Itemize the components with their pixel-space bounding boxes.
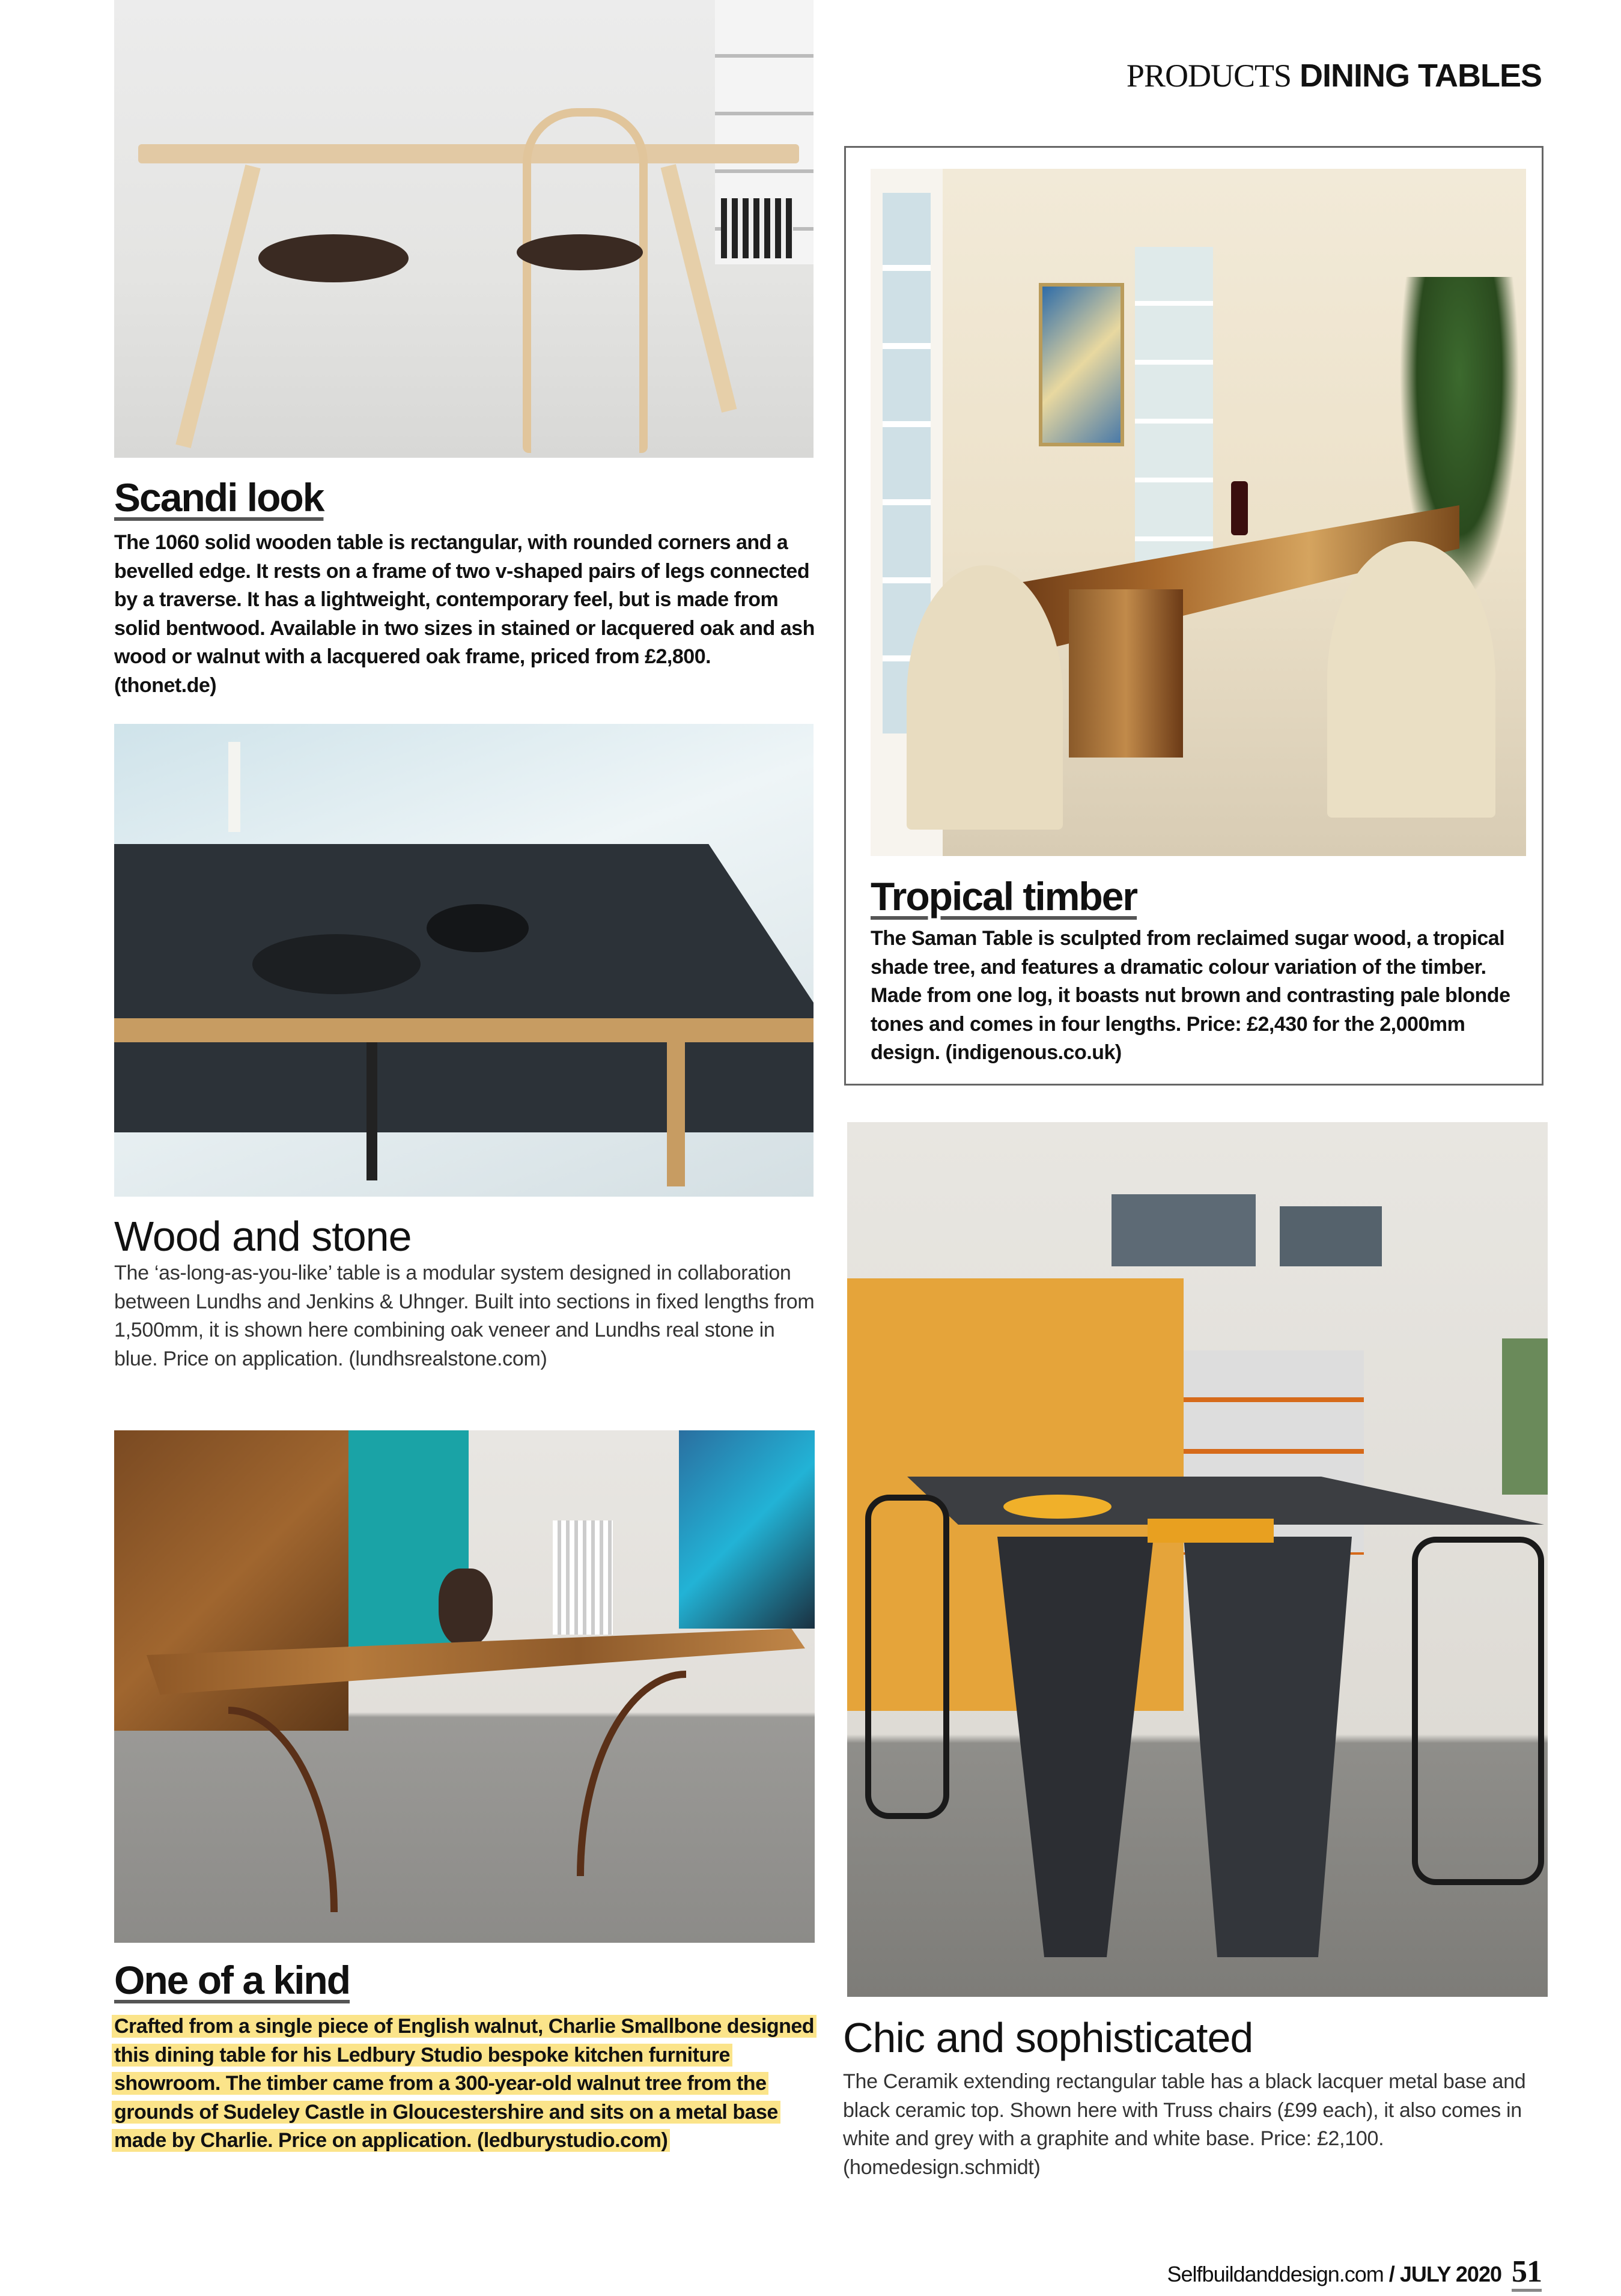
footer-separator: /	[1388, 2262, 1394, 2286]
wood-stone-table-photo	[114, 724, 814, 1197]
issue-date: JULY 2020	[1399, 2262, 1501, 2286]
scandi-table-photo	[114, 0, 814, 458]
article-body-highlighted	[112, 2012, 827, 2155]
ceramik-table-photo	[847, 1122, 1548, 1997]
article-body: The 1060 solid wooden table is rectangular, with rounded corners and a bevelled edge. It rests on a frame of two v-shaped pairs of legs connected by a traverse. It has a lightweight, contemporary feel, but is made from solid bentwood. Available in two sizes in stained or lacquered oak and ash wood or walnut with a lacquered oak frame, priced from £2,800. (thonet.de)	[114, 531, 815, 697]
article-title: One of a kind	[114, 1958, 350, 2002]
section-label: PRODUCTS	[1126, 58, 1291, 94]
page-footer	[1167, 2254, 1542, 2289]
section-topic: DINING TABLES	[1300, 58, 1542, 94]
article-title: Scandi look	[114, 475, 324, 520]
article-body: The ‘as-long-as-you-like’ table is a modular system designed in collaboration between Lundhs and Jenkins & Uhnger. Built into sections in fixed lengths from 1,500mm, it is shown here combining oak veneer and Lundhs real stone in blue. Price on application. (lundhsrealstone.com)	[114, 1262, 815, 1370]
article-body: The Saman Table is sculpted from reclaimed sugar wood, a tropical shade tree, and features a dramatic colour variation of the timber. Made from one log, it boasts nut brown and contrasting pale blonde tones and comes in four lengths. Price: £2,430 for the 2,000mm design. (indigenous.co.uk)	[871, 927, 1510, 1064]
page-number: 51	[1512, 2255, 1542, 2292]
article-title: Chic and sophisticated	[843, 2014, 1253, 2061]
highlighted-text: Crafted from a single piece of English walnut, Charlie Smallbone designed this dining table for his Ledbury Studio bespoke kitchen furniture showroom. The timber came from a 300-year-old walnut tree from the grounds of Sudeley Castle in Gloucestershire and sits on a metal base made by Charlie. Price on application. (ledburystudio.com)	[112, 2015, 817, 2152]
article-title: Wood and stone	[114, 1213, 412, 1260]
saman-table-photo	[871, 169, 1526, 856]
article-body: The Ceramik extending rectangular table has a black lacquer metal base and black ceramic top. Shown here with Truss chairs (£99 each), it also comes in white and grey with a graphite and white base. Price: £2,100. (homedesign.schmidt)	[843, 2070, 1526, 2179]
tropical-timber-box	[844, 146, 1543, 1086]
walnut-table-photo	[114, 1430, 815, 1943]
article-title: Tropical timber	[871, 874, 1137, 919]
site-url: Selfbuildanddesign.com	[1167, 2262, 1384, 2286]
section-header	[1127, 57, 1542, 94]
